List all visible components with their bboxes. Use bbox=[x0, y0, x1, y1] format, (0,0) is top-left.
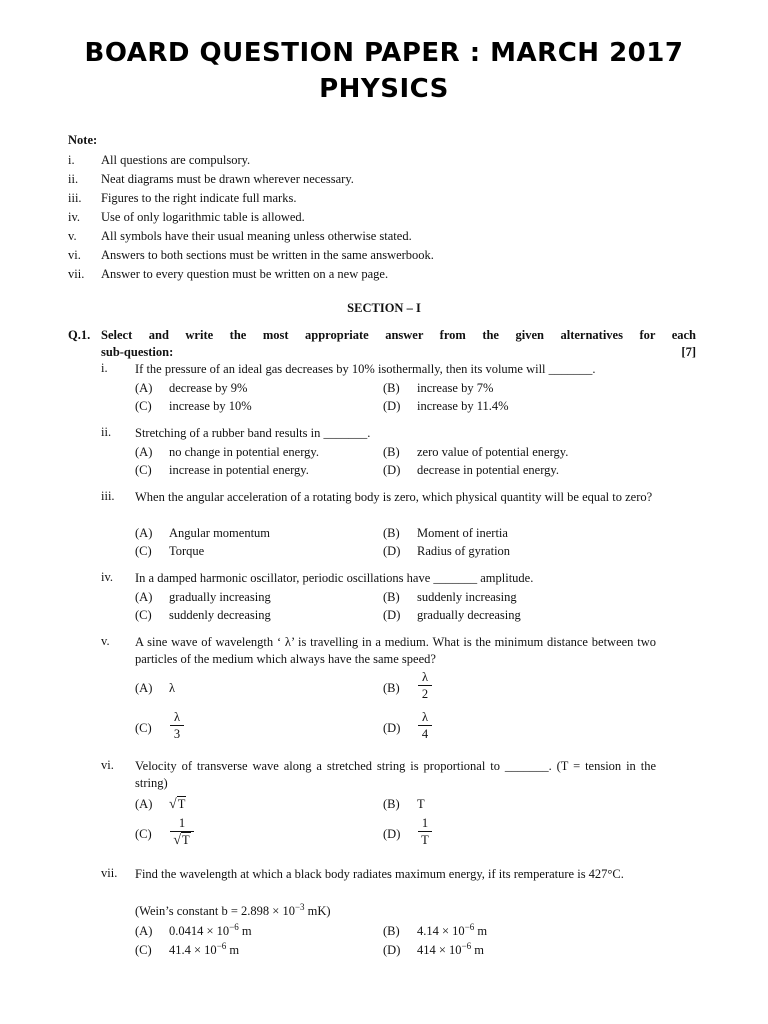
subquestion-number: iv. bbox=[101, 570, 114, 584]
option-a bbox=[135, 379, 247, 397]
subquestion-ii bbox=[101, 425, 656, 442]
subquestion-stem: When the angular acceleration of a rotating body is zero, which physical quantity will be equal to zero? bbox=[135, 490, 653, 504]
note-item bbox=[68, 265, 388, 284]
note-text: Answer to every question must be written on a new page. bbox=[101, 267, 389, 281]
option-d bbox=[383, 941, 484, 959]
subquestion-stem: If the pressure of an ideal gas decreases by 10% isothermally, then its volume will _______. bbox=[135, 362, 596, 376]
note-item bbox=[68, 170, 354, 189]
question-number: Q.1. bbox=[68, 328, 91, 342]
option-label: (A) bbox=[135, 924, 153, 938]
option-text: decrease in potential energy. bbox=[417, 463, 559, 477]
option-b bbox=[383, 443, 568, 461]
subquestion-number: ii. bbox=[101, 425, 112, 439]
fraction-denominator: 2 bbox=[421, 687, 429, 701]
subquestion-stem: Stretching of a rubber band results in _______. bbox=[135, 426, 371, 440]
option-text: 4.14 × 10 bbox=[417, 924, 465, 938]
subquestion-number: i. bbox=[101, 361, 108, 375]
fraction-bar bbox=[418, 831, 432, 832]
fraction-numerator: 1 bbox=[421, 816, 429, 830]
option-text: Moment of inertia bbox=[417, 526, 508, 540]
option-d bbox=[383, 719, 417, 737]
option-a bbox=[135, 443, 319, 461]
subquestion-v bbox=[101, 634, 656, 668]
subquestion-stem: In a damped harmonic oscillator, periodic oscillations have _______ amplitude. bbox=[135, 571, 534, 585]
fraction-denominator: 3 bbox=[173, 727, 181, 741]
subquestion-number: iii. bbox=[101, 489, 115, 503]
note-number: ii. bbox=[68, 172, 79, 186]
note-item bbox=[68, 189, 296, 208]
constant-unit: mK) bbox=[304, 904, 331, 918]
question-text-cont: sub-question: bbox=[101, 345, 174, 359]
note-heading: Note: bbox=[68, 133, 98, 147]
option-text: increase by 7% bbox=[417, 381, 494, 395]
option-label: (D) bbox=[383, 544, 401, 558]
option-label: (B) bbox=[383, 681, 400, 695]
option-label: (D) bbox=[383, 463, 401, 477]
option-text: suddenly increasing bbox=[417, 590, 517, 604]
note-number: v. bbox=[68, 229, 77, 243]
radical-sign: √ bbox=[169, 797, 177, 812]
subquestion-vii bbox=[101, 866, 656, 883]
note-item bbox=[68, 151, 250, 170]
subquestion-stem: Velocity of transverse wave along a stretched string is proportional to _______. (T = tension in the string) bbox=[135, 759, 656, 790]
fraction-denominator bbox=[170, 833, 194, 848]
option-exponent: −6 bbox=[216, 940, 227, 951]
note-item bbox=[68, 227, 412, 246]
subquestion-iii bbox=[101, 489, 656, 506]
option-text: increase by 11.4% bbox=[417, 399, 509, 413]
option-text: 0.0414 × 10 bbox=[169, 924, 230, 938]
option-c bbox=[135, 397, 252, 415]
note-text: Use of only logarithmic table is allowed. bbox=[101, 210, 305, 224]
subject-title: PHYSICS bbox=[319, 74, 449, 104]
option-text: T bbox=[417, 797, 425, 811]
option-text: decrease by 9% bbox=[169, 381, 248, 395]
option-a bbox=[135, 795, 186, 814]
fraction-bar bbox=[170, 725, 184, 726]
option-text: zero value of potential energy. bbox=[417, 445, 569, 459]
subquestion-vi bbox=[101, 758, 656, 792]
option-label: (D) bbox=[383, 943, 401, 957]
option-a bbox=[135, 922, 252, 940]
fraction-numerator: λ bbox=[421, 670, 429, 684]
option-label: (A) bbox=[135, 681, 153, 695]
option-text: increase in potential energy. bbox=[169, 463, 309, 477]
note-text: Figures to the right indicate full marks. bbox=[101, 191, 297, 205]
option-b-fraction bbox=[418, 670, 432, 701]
option-label: (C) bbox=[135, 399, 152, 413]
constant-text: (Wein’s constant b = 2.898 × 10 bbox=[135, 904, 295, 918]
option-label: (B) bbox=[383, 924, 400, 938]
option-b bbox=[383, 588, 517, 606]
option-exponent: −6 bbox=[461, 940, 472, 951]
option-label: (B) bbox=[383, 590, 400, 604]
subquestion-i bbox=[101, 361, 656, 378]
option-label: (B) bbox=[383, 445, 400, 459]
paper-title: BOARD QUESTION PAPER : MARCH 2017 bbox=[84, 38, 684, 68]
option-b bbox=[383, 679, 417, 697]
option-d bbox=[383, 606, 521, 624]
option-text: suddenly decreasing bbox=[169, 608, 271, 622]
option-label: (A) bbox=[135, 381, 153, 395]
option-c bbox=[135, 825, 169, 843]
sqrt-expression bbox=[173, 833, 190, 848]
option-label: (C) bbox=[135, 721, 152, 735]
option-unit: m bbox=[471, 943, 484, 957]
option-text: no change in potential energy. bbox=[169, 445, 319, 459]
option-text: 41.4 × 10 bbox=[169, 943, 217, 957]
option-text: Angular momentum bbox=[169, 526, 271, 540]
fraction-numerator: λ bbox=[173, 710, 181, 724]
sqrt-expression bbox=[169, 795, 186, 814]
option-label: (C) bbox=[135, 608, 152, 622]
note-number: iii. bbox=[68, 191, 82, 205]
option-c bbox=[135, 461, 309, 479]
option-a bbox=[135, 588, 271, 606]
option-c-fraction bbox=[170, 710, 184, 741]
option-c bbox=[135, 606, 271, 624]
option-d bbox=[383, 461, 559, 479]
option-label: (B) bbox=[383, 797, 400, 811]
subquestion-number: v. bbox=[101, 634, 110, 648]
question-marks: [7] bbox=[681, 345, 696, 359]
option-label: (B) bbox=[383, 526, 400, 540]
fraction-numerator: 1 bbox=[178, 816, 186, 830]
option-label: (C) bbox=[135, 544, 152, 558]
constant-note bbox=[135, 902, 331, 920]
note-number: iv. bbox=[68, 210, 81, 224]
fraction-denominator: 4 bbox=[421, 727, 429, 741]
option-label: (C) bbox=[135, 827, 152, 841]
option-text: gradually increasing bbox=[169, 590, 271, 604]
option-text: Radius of gyration bbox=[417, 544, 511, 558]
option-unit: m bbox=[474, 924, 488, 938]
section-heading: SECTION – I bbox=[347, 301, 421, 315]
option-text: gradually decreasing bbox=[417, 608, 521, 622]
note-text: All symbols have their usual meaning unless otherwise stated. bbox=[101, 229, 412, 243]
option-b bbox=[383, 379, 493, 397]
note-text: Answers to both sections must be written in the same answerbook. bbox=[101, 248, 434, 262]
subquestion-number: vi. bbox=[101, 758, 114, 772]
fraction-denominator: T bbox=[421, 833, 429, 847]
option-exponent: −6 bbox=[229, 921, 239, 932]
radical-sign: √ bbox=[173, 833, 182, 848]
option-d-fraction bbox=[418, 710, 432, 741]
subquestion-stem: A sine wave of wavelength ‘ λ’ is travelling in a medium. What is the minimum distance between two particles of the medium which always have the same speed? bbox=[135, 635, 656, 666]
option-label: (D) bbox=[383, 399, 401, 413]
constant-exponent: −3 bbox=[294, 901, 305, 912]
option-label: (A) bbox=[135, 526, 153, 540]
question-1 bbox=[68, 327, 696, 361]
option-b bbox=[383, 795, 425, 813]
note-item bbox=[68, 208, 305, 227]
option-label: (D) bbox=[383, 827, 401, 841]
note-text: All questions are compulsory. bbox=[101, 153, 251, 167]
option-text: increase by 10% bbox=[169, 399, 252, 413]
option-text: 414 × 10 bbox=[417, 943, 462, 957]
radicand: T bbox=[182, 833, 190, 847]
note-number: i. bbox=[68, 153, 75, 167]
note-number: vi. bbox=[68, 248, 81, 262]
option-exponent: −6 bbox=[464, 921, 475, 932]
option-c-fraction bbox=[170, 816, 194, 848]
note-number: vii. bbox=[68, 267, 85, 281]
question-text: Select and write the most appropriate answer from the given alternatives for each bbox=[101, 328, 696, 342]
option-unit: m bbox=[226, 943, 240, 957]
option-c bbox=[135, 542, 204, 560]
option-text: λ bbox=[169, 681, 176, 695]
option-c bbox=[135, 719, 169, 737]
fraction-bar bbox=[418, 685, 432, 686]
option-label: (A) bbox=[135, 797, 153, 811]
subquestion-stem: Find the wavelength at which a black body radiates maximum energy, if its remperature is 427°C. bbox=[135, 867, 624, 881]
option-unit: m bbox=[238, 924, 252, 938]
note-item bbox=[68, 246, 434, 265]
option-label: (D) bbox=[383, 721, 401, 735]
option-a bbox=[135, 524, 270, 542]
option-d-fraction bbox=[418, 816, 432, 847]
option-label: (C) bbox=[135, 463, 152, 477]
option-b bbox=[383, 524, 508, 542]
option-d bbox=[383, 542, 510, 560]
option-d bbox=[383, 825, 417, 843]
subquestion-iv bbox=[101, 570, 656, 587]
radicand: T bbox=[177, 797, 186, 811]
option-label: (B) bbox=[383, 381, 400, 395]
option-c bbox=[135, 941, 239, 959]
option-a bbox=[135, 679, 175, 697]
option-label: (C) bbox=[135, 943, 152, 957]
fraction-numerator: λ bbox=[421, 710, 429, 724]
option-label: (A) bbox=[135, 590, 153, 604]
option-b bbox=[383, 922, 487, 940]
option-label: (D) bbox=[383, 608, 401, 622]
note-text: Neat diagrams must be drawn wherever necessary. bbox=[101, 172, 354, 186]
option-d bbox=[383, 397, 509, 415]
fraction-bar bbox=[418, 725, 432, 726]
option-text: Torque bbox=[169, 544, 205, 558]
option-label: (A) bbox=[135, 445, 153, 459]
subquestion-number: vii. bbox=[101, 866, 118, 880]
